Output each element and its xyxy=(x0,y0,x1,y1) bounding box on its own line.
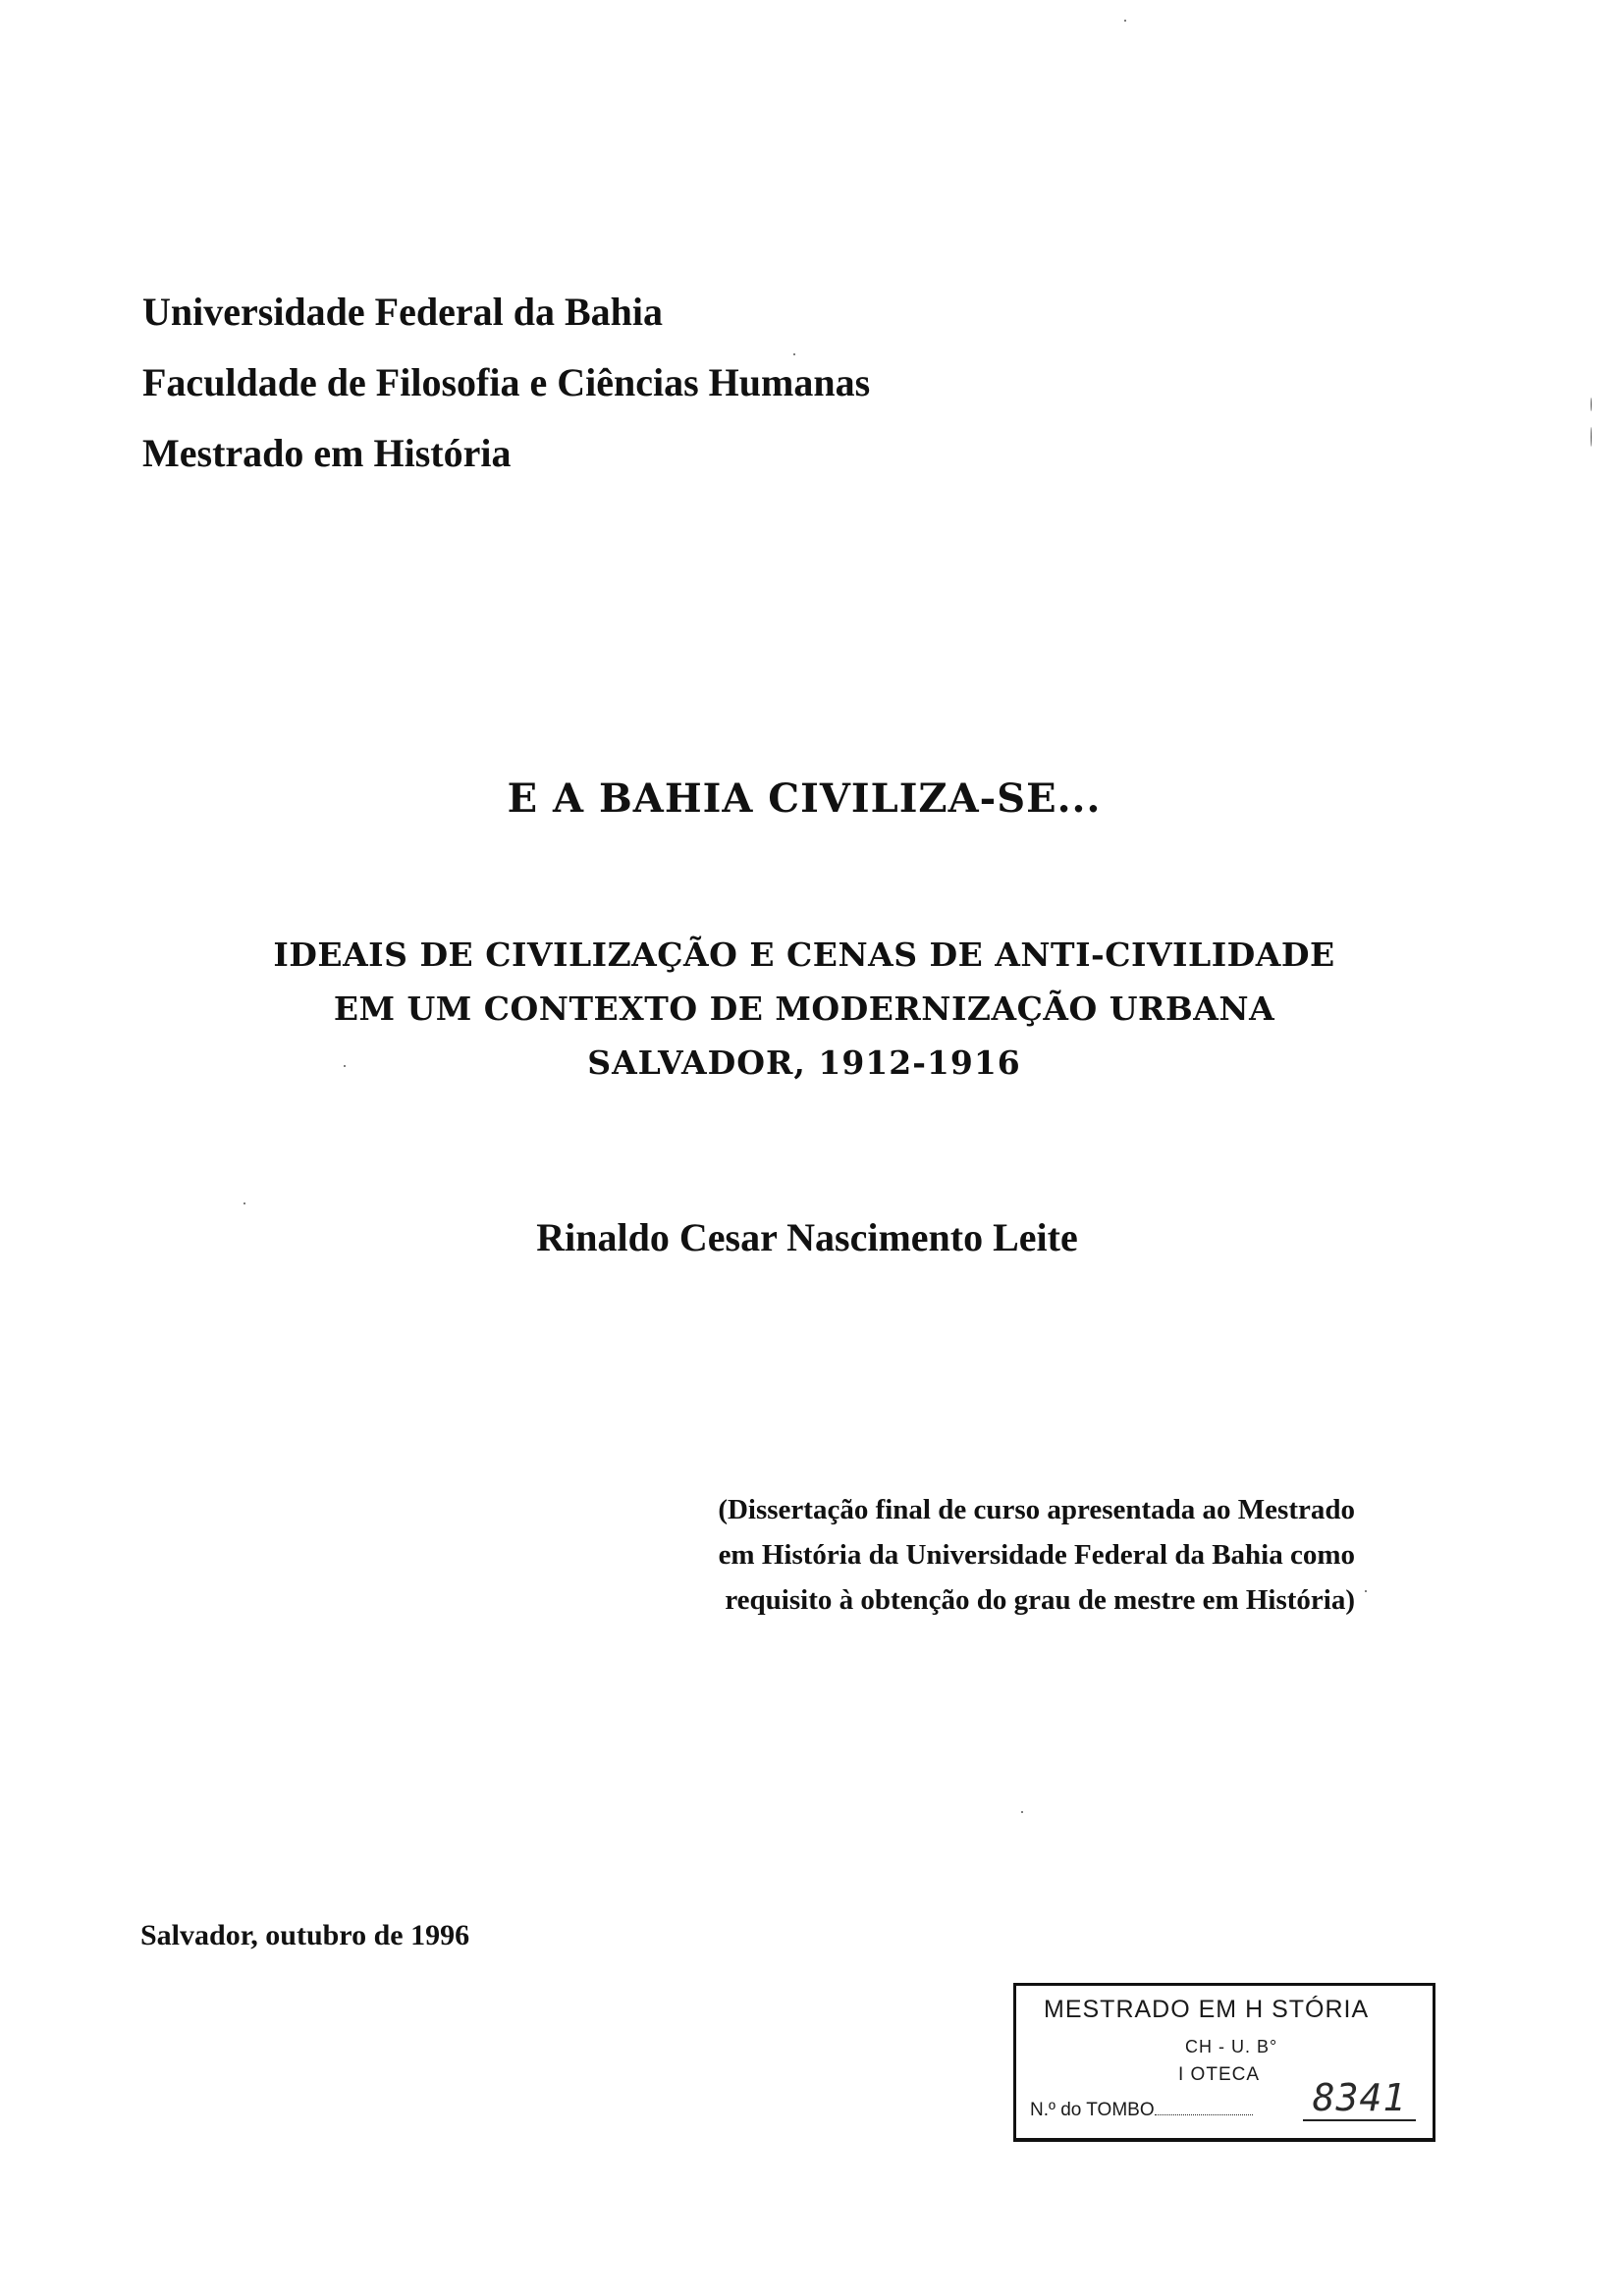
program-name: Mestrado em História xyxy=(142,431,512,475)
stamp-tombo-row xyxy=(1030,2100,1253,2121)
stamp-tombo-number: 8341 xyxy=(1303,2076,1416,2121)
stamp-dotted-line xyxy=(1155,2114,1253,2115)
dissertation-note xyxy=(550,1487,1355,1623)
stamp-tombo-label: N.º do TOMBO xyxy=(1030,2100,1155,2120)
scan-speck xyxy=(1591,398,1592,411)
thesis-title xyxy=(0,775,1624,822)
scan-speck xyxy=(244,1202,245,1204)
scan-speck xyxy=(1365,1590,1367,1592)
subtitle-line-2: EM UM CONTEXTO DE MODERNIZAÇÃO URBANA xyxy=(333,989,1275,1028)
thesis-title-text: E A BAHIA CIVILIZA-SE... xyxy=(507,775,1102,822)
scan-speck xyxy=(1124,20,1126,22)
place-and-date: Salvador, outubro de 1996 xyxy=(140,1919,470,1951)
subtitle-line-3: SALVADOR, 1912-1916 xyxy=(587,1043,1021,1082)
stamp-institution: CH - U. B° xyxy=(1185,2037,1278,2056)
scan-speck xyxy=(1591,427,1592,447)
university-name: Universidade Federal da Bahia xyxy=(142,290,664,334)
scan-speck xyxy=(1021,1811,1023,1813)
subtitle-line-1: IDEAIS DE CIVILIZAÇÃO E CENAS DE ANTI-CIVILIDADE xyxy=(273,935,1335,974)
institution-header xyxy=(142,277,870,489)
dissertation-note-line-2: em História da Universidade Federal da Bahia como xyxy=(718,1539,1355,1571)
stamp-program: MESTRADO EM H STÓRIA xyxy=(1044,1996,1370,2023)
dissertation-note-line-3: requisito à obtenção do grau de mestre em História) xyxy=(725,1584,1355,1616)
stamp-library: I OTECA xyxy=(1178,2064,1261,2085)
thesis-subtitle xyxy=(0,928,1624,1090)
faculty-name: Faculdade de Filosofia e Ciências Humanas xyxy=(142,360,871,404)
author-name: Rinaldo Cesar Nascimento Leite xyxy=(536,1215,1078,1259)
dissertation-note-line-1: (Dissertação final de curso apresentada ao Mestrado xyxy=(718,1494,1355,1525)
library-stamp xyxy=(1013,1983,1435,2142)
